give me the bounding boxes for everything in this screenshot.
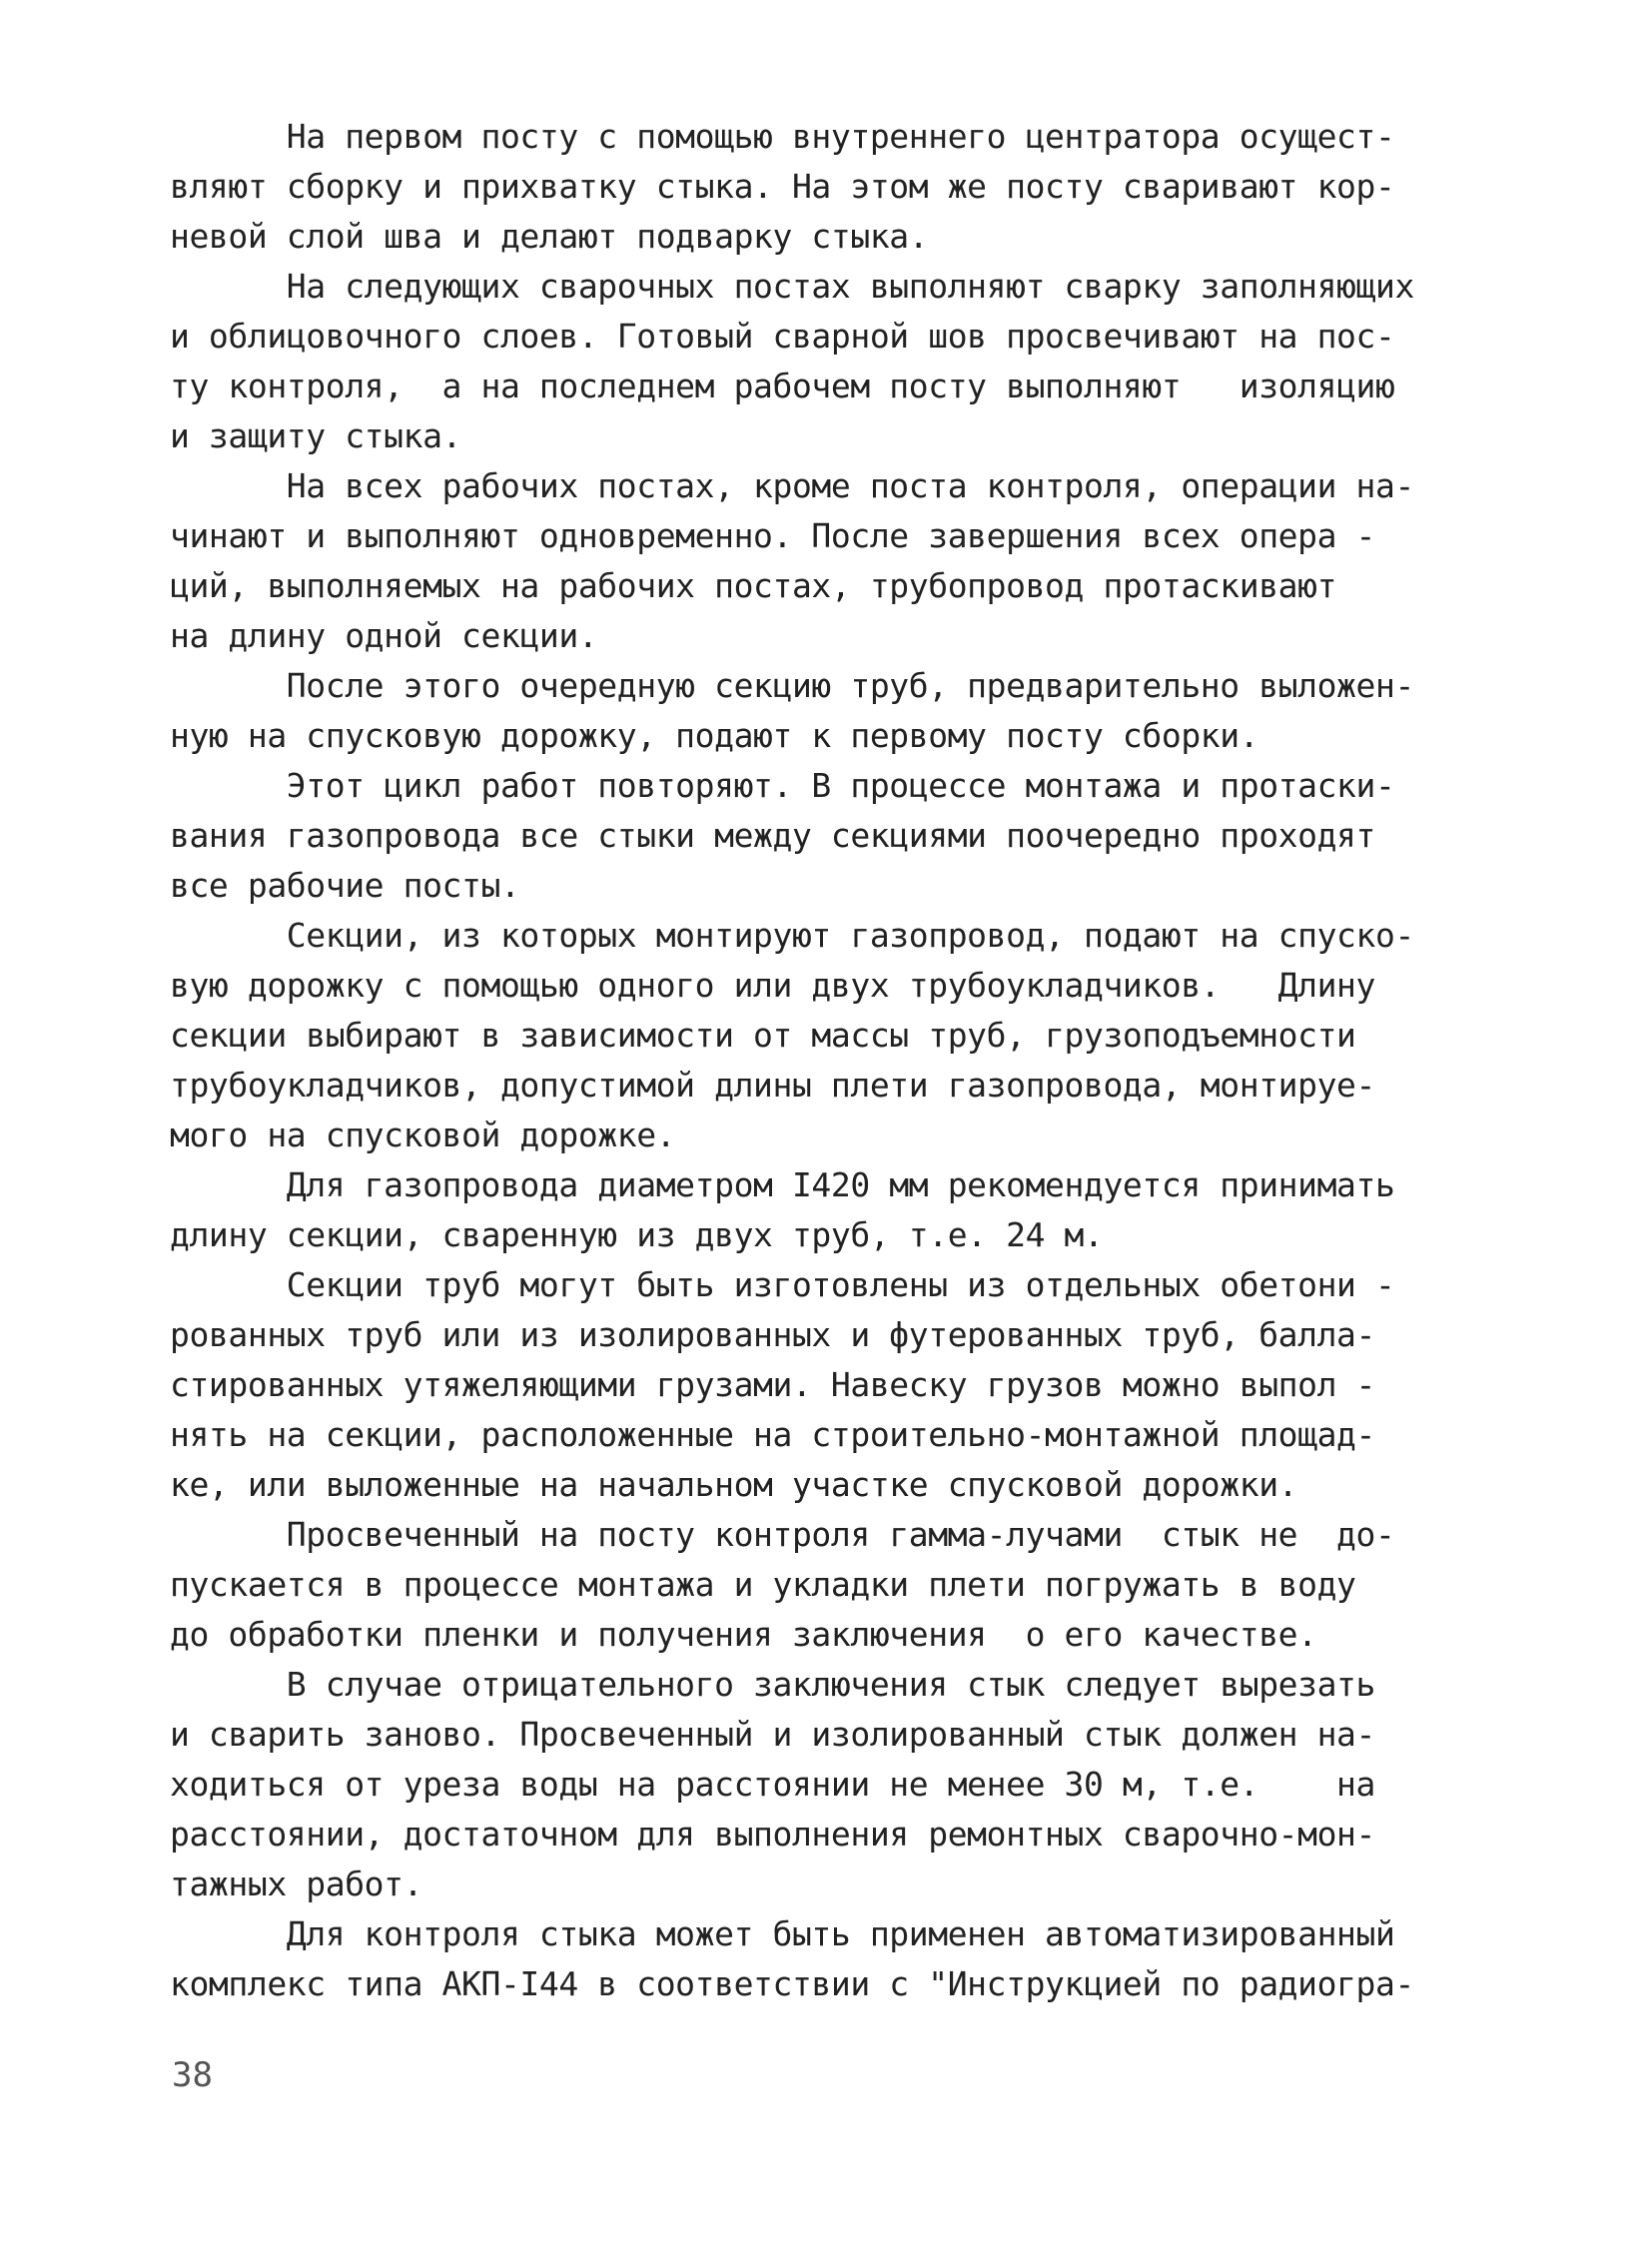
text-line: секции выбирают в зависимости от массы труб, грузоподъемности xyxy=(170,1016,1356,1055)
text-line: ходиться от уреза воды на расстоянии не менее 30 м, т.е. на xyxy=(170,1765,1375,1804)
text-line: на длину одной секции. xyxy=(170,616,598,655)
text-line: чинают и выполняют одновременно. После завершения всех опера - xyxy=(170,516,1375,555)
text-line: ту контроля, а на последнем рабочем посту выполняют изоляцию xyxy=(170,367,1395,405)
text-line: Просвеченный на посту контроля гамма-лучами стык не до- xyxy=(170,1515,1395,1554)
text-line: ций, выполняемых на рабочих постах, трубопровод протаскивают xyxy=(170,566,1337,605)
text-line: Секции труб могут быть изготовлены из отдельных обетони - xyxy=(170,1265,1395,1304)
text-line: расстоянии, достаточном для выполнения ремонтных сварочно-мон- xyxy=(170,1815,1375,1854)
text-line: вания газопровода все стыки между секциями поочередно проходят xyxy=(170,816,1375,855)
document-body xyxy=(170,112,1488,2009)
text-line: трубоукладчиков, допустимой длины плети газопровода, монтируе- xyxy=(170,1066,1375,1105)
text-line: Секции, из которых монтируют газопровод, подают на спуско- xyxy=(170,916,1414,955)
text-line: нять на секции, расположенные на строительно-монтажной площад- xyxy=(170,1415,1375,1454)
text-line: пускается в процессе монтажа и укладки плети погружать в воду xyxy=(170,1565,1356,1604)
text-line: ную на спусковую дорожку, подают к первому посту сборки. xyxy=(170,716,1259,755)
text-line: Для контроля стыка может быть применен автоматизированный xyxy=(170,1914,1395,1953)
text-line: до обработки пленки и получения заключения о его качестве. xyxy=(170,1615,1317,1654)
text-line: В случае отрицательного заключения стык следует вырезать xyxy=(170,1665,1375,1704)
text-line: невой слой шва и делают подварку стыка. xyxy=(170,217,929,256)
text-line: На первом посту с помощью внутреннего центратора осущест- xyxy=(170,117,1395,156)
text-line: вляют сборку и прихватку стыка. На этом же посту сваривают кор- xyxy=(170,167,1395,206)
text-line: После этого очередную секцию труб, предварительно выложен- xyxy=(170,666,1414,705)
text-line: стированных утяжеляющими грузами. Навеску грузов можно выпол - xyxy=(170,1365,1375,1404)
text-line: и сварить заново. Просвеченный и изолированный стык должен на- xyxy=(170,1715,1375,1754)
text-line: все рабочие посты. xyxy=(170,866,520,905)
text-line: рованных труб или из изолированных и футерованных труб, балла- xyxy=(170,1315,1375,1354)
text-line: На следующих сварочных постах выполняют сварку заполняющих xyxy=(170,267,1414,306)
text-line: Этот цикл работ повторяют. В процессе монтажа и протаски- xyxy=(170,766,1395,805)
text-line: длину секции, сваренную из двух труб, т.е. 24 м. xyxy=(170,1215,1104,1254)
text-line: Для газопровода диаметром I420 мм рекомендуется принимать xyxy=(170,1165,1395,1204)
text-line: и облицовочного слоев. Готовый сварной шов просвечивают на пос- xyxy=(170,317,1395,356)
text-line: комплекс типа АКП-I44 в соответствии с "Инструкцией по радиогра- xyxy=(170,1964,1414,2003)
text-line: На всех рабочих постах, кроме поста контроля, операции на- xyxy=(170,466,1414,505)
text-line: вую дорожку с помощью одного или двух трубоукладчиков. Длину xyxy=(170,966,1375,1005)
text-line: тажных работ. xyxy=(170,1865,423,1903)
text-line: мого на спусковой дорожке. xyxy=(170,1116,676,1154)
text-line: ке, или выложенные на начальном участке спусковой дорожки. xyxy=(170,1465,1298,1504)
text-line: и защиту стыка. xyxy=(170,416,462,455)
page-number: 38 xyxy=(172,2055,213,2095)
